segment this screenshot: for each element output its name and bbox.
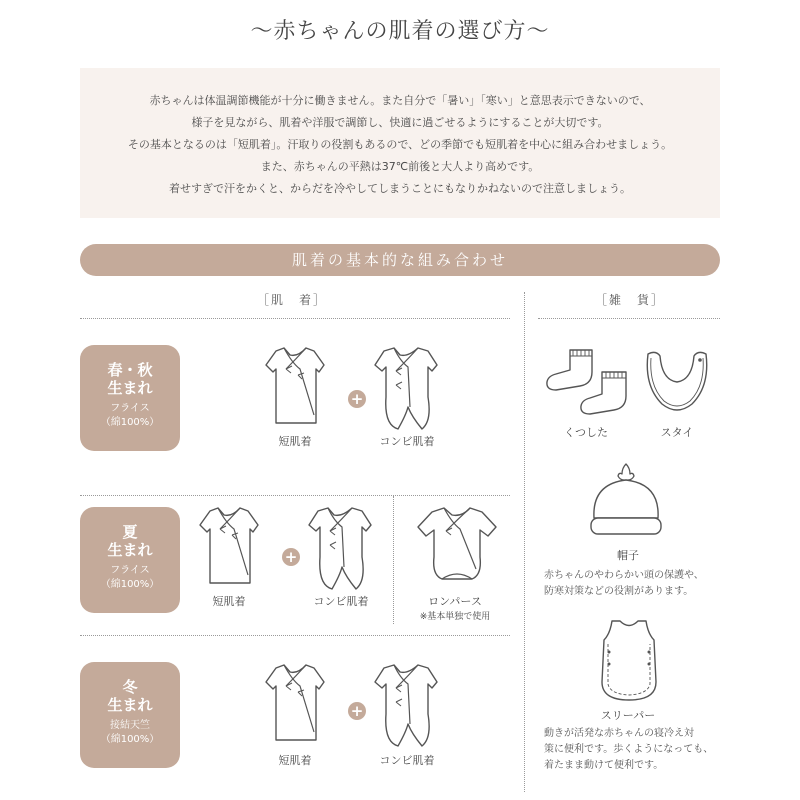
divider [80,495,510,496]
fabric-detail: （綿100%） [100,579,160,590]
item-caption: コンビ肌着 [379,435,435,448]
combination-undershirt-icon [374,662,438,748]
hat-icon [586,462,666,542]
sleeper-icon [598,618,660,702]
intro-box [80,68,720,218]
season-badge-winter [80,662,180,768]
short-undershirt-icon [264,345,324,427]
page-title: ～赤ちゃんの肌着の選び方～ [250,19,550,44]
season-label: 生まれ [107,379,153,397]
intro-line: 様子を見ながら、肌着や洋服で調節し、快適に過ごせるようにすることが大切です。 [191,116,609,129]
season-label: 冬 [122,678,138,696]
description-line: 動きが活発な赤ちゃんの寝冷え対 [544,728,694,739]
column-divider [524,292,525,792]
season-label: 生まれ [107,696,153,714]
item-caption: ロンパース [428,595,482,608]
item-caption: 短肌着 [212,595,246,608]
short-undershirt-icon [264,662,324,744]
socks-icon [544,346,630,418]
season-badge-spring-autumn [80,345,180,451]
section-title: 肌着の基本的な組み合わせ [80,244,720,276]
fabric-detail: （綿100%） [100,417,160,428]
short-undershirt-icon [198,505,258,587]
description-line: 策に便利です。歩くようになっても、 [544,744,714,755]
season-label: 生まれ [107,541,153,559]
intro-line: 着せすぎで汗をかくと、からだを冷やしてしまうことにもなりかねないので注意しましょう。 [169,182,631,195]
fabric-detail: （綿100%） [100,734,160,745]
item-caption: 短肌着 [278,754,312,767]
fabric-label: 接結天竺 [110,720,150,731]
goods-caption: 帽子 [617,549,639,562]
goods-caption: スリーパー [600,709,656,722]
item-caption: 短肌着 [278,435,312,448]
divider [538,318,720,319]
plus-icon: + [282,548,300,566]
fabric-label: フライス [110,565,150,576]
romper-icon [416,505,498,585]
combination-undershirt-icon [374,345,438,431]
sleeper-description [544,726,724,774]
intro-line: また、赤ちゃんの平熱は37℃前後と大人より高めです。 [260,160,540,173]
intro-line: その基本となるのは「短肌着」。汗取りの役割もあるので、どの季節でも短肌着を中心に組み合わせましょう。 [127,138,673,151]
goods-caption: スタイ [660,426,694,439]
romper-note: ※基本単独で使用 [419,612,491,622]
goods-column-header: ［雑 貨］ [594,293,665,307]
season-label: 夏 [122,523,138,541]
plus-icon: + [348,390,366,408]
season-badge-summer [80,507,180,613]
description-line: 赤ちゃんのやわらかい頭の保護や、 [544,570,704,581]
combination-undershirt-icon [308,505,372,591]
description-line: 着たまま動けて便利です。 [544,760,664,771]
divider [80,318,510,319]
underwear-column-header: ［肌 着］ [256,293,327,307]
plus-icon: + [348,702,366,720]
description-line: 防寒対策などの役割があります。 [544,586,694,597]
bib-icon [642,346,712,416]
intro-line: 赤ちゃんは体温調節機能が十分に働きません。また自分で「暑い」「寒い」と意思表示できないので、 [149,94,651,107]
season-label: 春・秋 [107,361,153,379]
divider [80,635,510,636]
item-caption: コンビ肌着 [379,754,435,767]
item-caption: コンビ肌着 [313,595,369,608]
fabric-label: フライス [110,403,150,414]
hat-description [544,568,724,600]
romper-divider [393,496,394,624]
goods-caption: くつした [564,426,608,439]
